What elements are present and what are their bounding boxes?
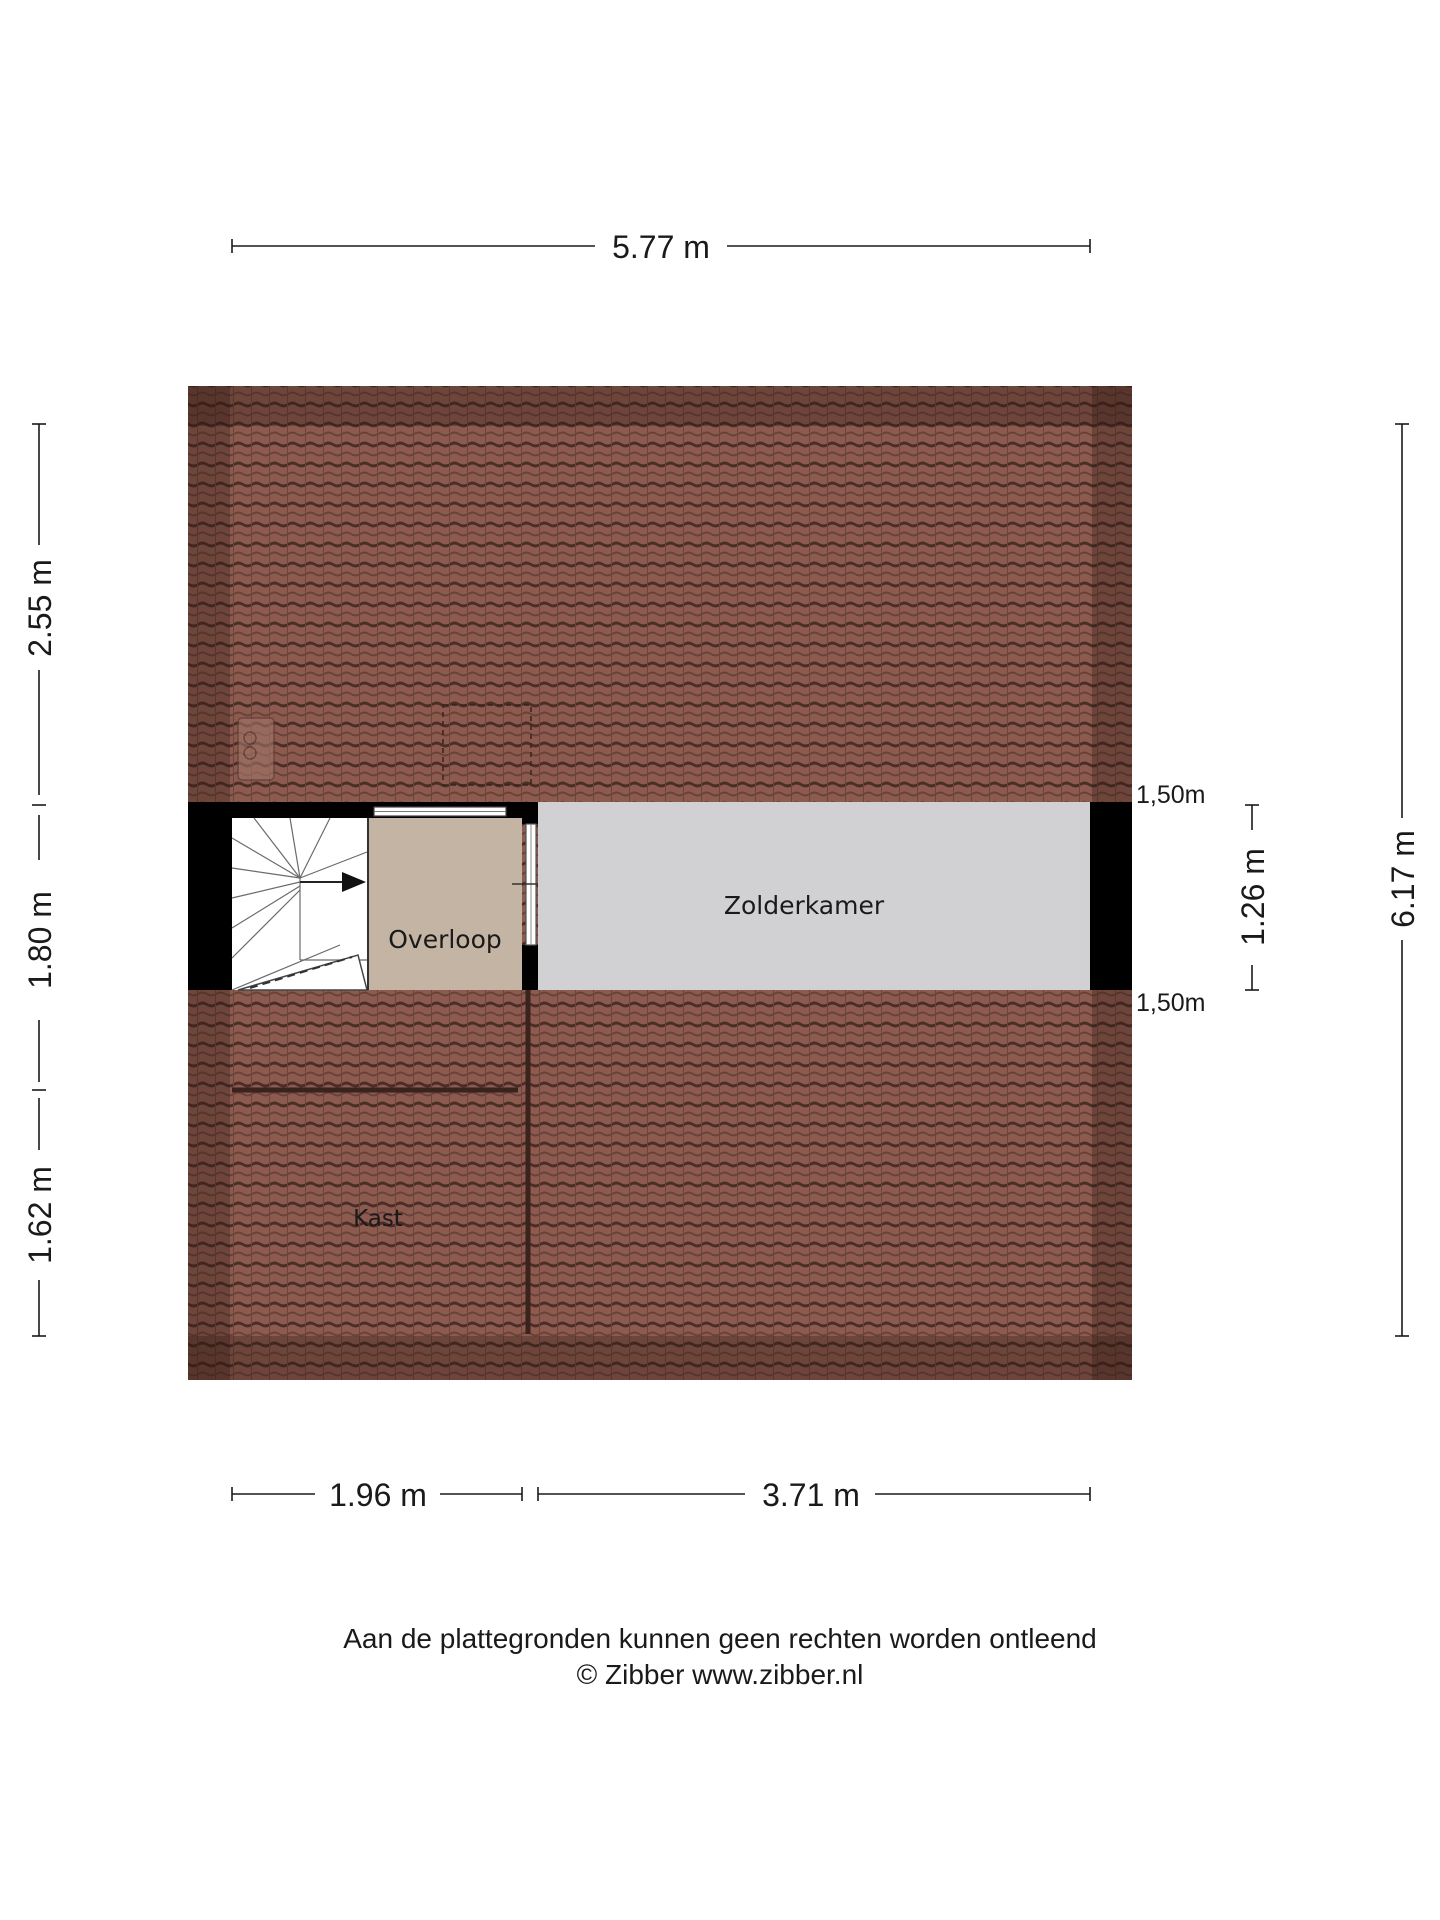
overloop-floor [367,818,522,990]
partition-wall-top [522,802,538,824]
dimension-bottom-left-label: 1.96 m [329,1477,427,1513]
dimension-right-outer-label: 6.17 m [1385,830,1421,928]
roof-eave-top [188,386,1132,426]
height-marker-bottom: 1,50m [1136,989,1206,1017]
dimension-bottom-right-label: 3.71 m [762,1477,860,1513]
dimension-left-middle-label: 1.80 m [22,891,58,989]
room-label-zolderkamer: Zolderkamer [723,891,885,920]
dimension-top-label: 5.77 m [612,229,710,265]
roof-eave-bottom [188,1336,1132,1380]
footer-disclaimer: Aan de plattegronden kunnen geen rechten worden ontleend [343,1623,1097,1654]
room-label-overloop: Overloop [388,925,502,954]
right-wall [1090,802,1132,990]
interior-strip [188,802,1132,990]
dimension-left-lower-label: 1.62 m [22,1166,58,1264]
footer-copyright: © Zibber www.zibber.nl [576,1659,864,1690]
partition-wall-bottom [522,945,538,990]
dimension-left-upper-label: 2.55 m [22,559,58,657]
dimension-right-inner-label: 1.26 m [1235,848,1271,946]
stair [232,818,367,990]
left-wall [188,802,232,990]
room-label-kast: Kast [353,1206,403,1232]
height-marker-top: 1,50m [1136,781,1206,809]
boiler-icon [238,718,274,780]
